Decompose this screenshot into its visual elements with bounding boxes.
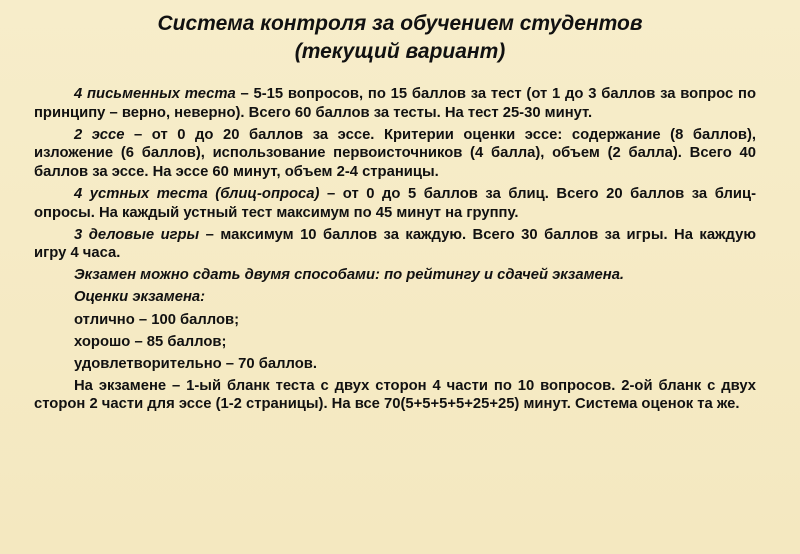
essays-paragraph (34, 126, 756, 182)
games-paragraph (34, 226, 756, 263)
oral-paragraph (34, 185, 756, 222)
oral-lead: 4 устных теста (блиц-опроса) (74, 185, 320, 202)
exam-grades-title: Оценки экзамена: (74, 289, 206, 306)
tests-lead: 4 письменных теста (74, 86, 236, 102)
tests-text: – 5-15 вопросов, по 15 баллов за тест (от 1 до 3 баллов за вопрос по принципу – верно, неверно). Всего 60 баллов за тесты. На тест 25-30 минут. (34, 86, 756, 121)
slide-body (34, 85, 756, 418)
title-line-2: (текущий вариант) (294, 40, 506, 63)
games-text: – максимум 10 баллов за каждую. Всего 30 баллов за игры. На каждую игру 4 часа. (34, 226, 756, 262)
exam-final-paragraph: На экзамене – 1-ый бланк теста с двух сторон 4 части по 10 вопросов. 2-ой бланк с двух сторон 2 части для эссе (1-2 страницы). На все 70(5+5+5+5+25+25) минут. Система оценок та же. (34, 377, 756, 413)
slide-title (0, 10, 800, 66)
grade-good: хорошо – 85 баллов; (74, 333, 227, 350)
grade-excellent: отлично – 100 баллов; (74, 311, 240, 328)
tests-paragraph (34, 85, 756, 122)
oral-text: – от 0 до 5 баллов за блиц. Всего 20 баллов за блиц-опросы. На каждый устный тест максимум по 45 минут на группу. (34, 185, 756, 221)
title-line-1: Система контроля за обучением студентов (157, 12, 643, 35)
games-lead: 3 деловые игры (74, 226, 200, 243)
essays-lead: 2 эссе (74, 126, 125, 143)
grade-satisfactory: удовлетворительно – 70 баллов. (74, 355, 317, 372)
exam-ways: Экзамен можно сдать двумя способами: по рейтингу и сдачей экзамена. (74, 267, 625, 284)
essays-text: – от 0 до 20 баллов за эссе. Критерии оценки эссе: содержание (8 баллов), изложение (6 баллов), использование первоисточников (4 балла), объем (2 балла). Всего 40 баллов за эссе. На эссе 60 минут, объем 2-4 страницы. (34, 126, 757, 180)
